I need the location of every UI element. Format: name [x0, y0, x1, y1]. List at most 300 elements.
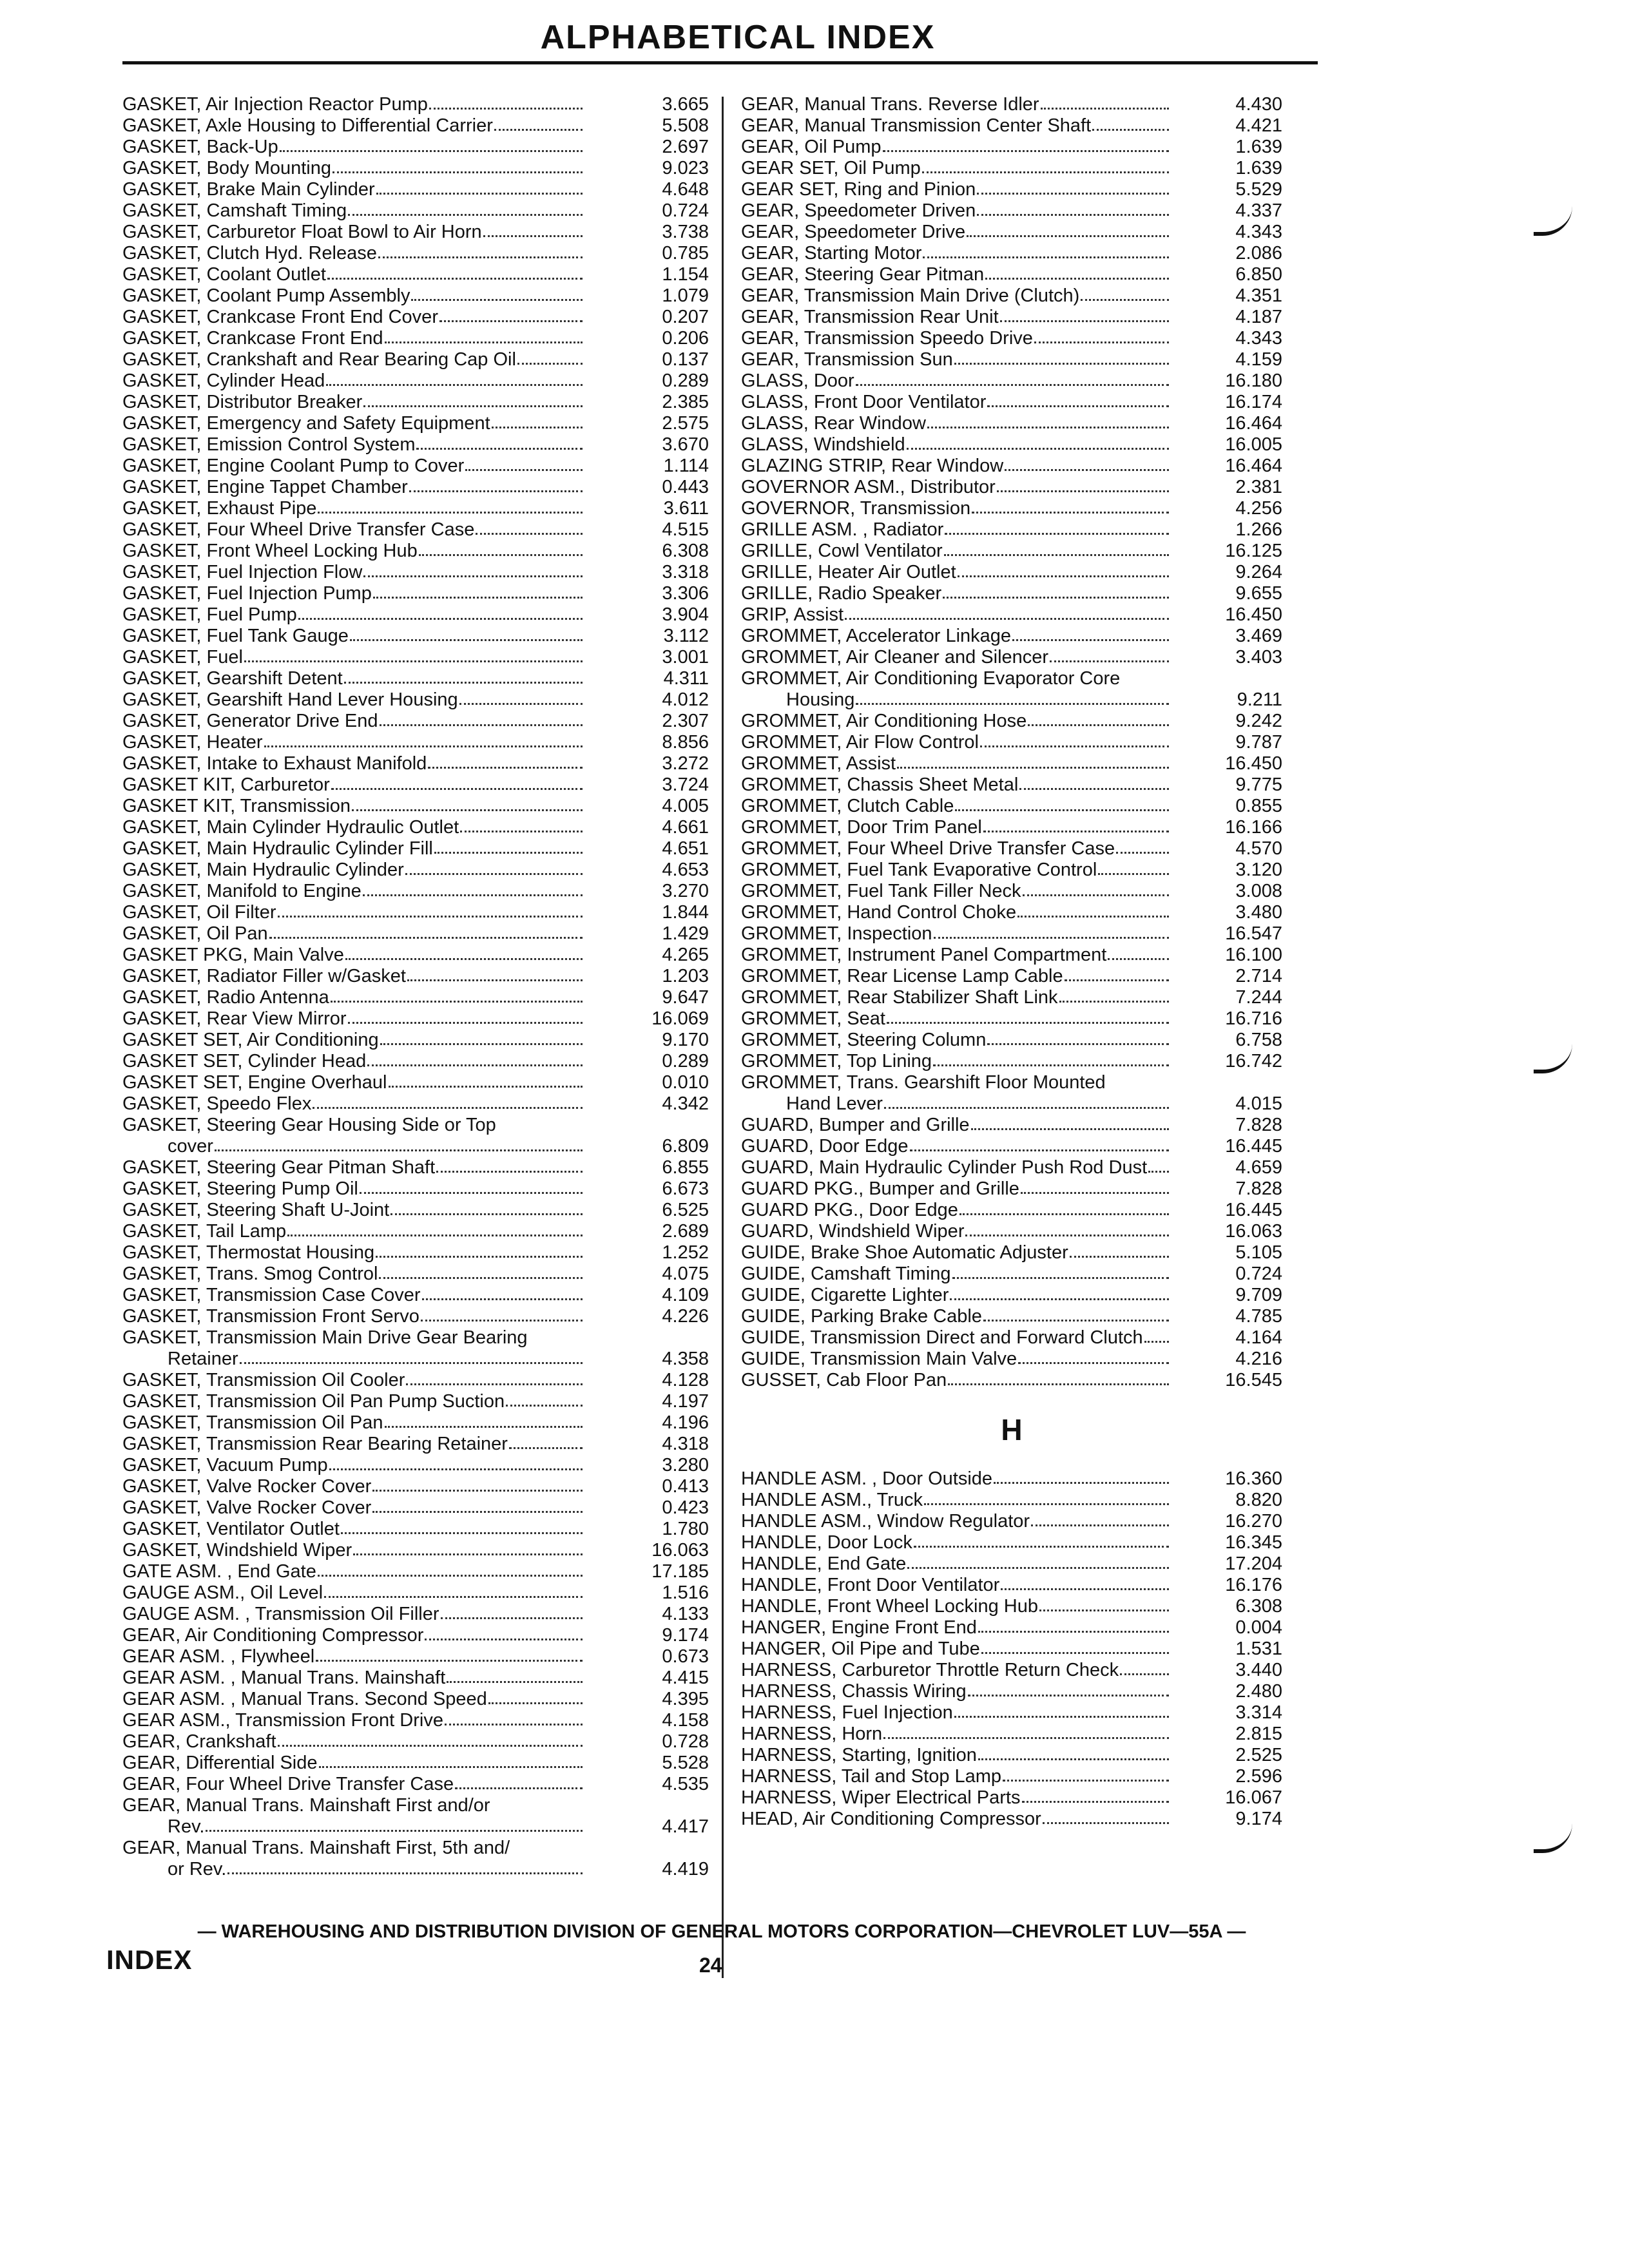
dot-leader	[978, 1631, 1169, 1633]
index-entry-name: GASKET, Windshield Wiper	[122, 1540, 352, 1561]
dot-leader	[350, 639, 583, 641]
index-entry-name: GASKET, Steering Gear Pitman Shaft	[122, 1157, 436, 1178]
dot-leader	[883, 1737, 1169, 1739]
index-entry-page-ref: 9.242	[1235, 711, 1282, 731]
dot-leader	[348, 1022, 583, 1024]
index-entry-name: GASKET, Steering Gear Housing Side or Top	[122, 1115, 496, 1135]
dot-leader	[376, 193, 583, 195]
index-entry	[122, 1221, 709, 1242]
index-entry-page-ref: 4.417	[662, 1816, 709, 1837]
dot-leader	[326, 384, 583, 386]
index-entry-name: GLAZING STRIP, Rear Window	[741, 456, 1004, 476]
index-entry	[122, 923, 709, 945]
index-entry-page-ref: 2.689	[662, 1221, 709, 1242]
index-entry	[741, 243, 1282, 264]
dot-leader	[1120, 1673, 1169, 1675]
dot-leader	[517, 363, 583, 365]
index-entry-name: GEAR, Manual Trans. Mainshaft First, 5th and/	[122, 1838, 510, 1858]
index-entry-page-ref: 16.270	[1225, 1511, 1282, 1532]
index-entry-page-ref: 9.174	[1235, 1809, 1282, 1829]
index-entry-name: Housing	[786, 689, 855, 710]
index-entry-name: GLASS, Windshield	[741, 434, 905, 455]
index-entry-page-ref: 3.738	[662, 222, 709, 242]
index-entry-page-ref: 0.728	[662, 1731, 709, 1752]
index-entry	[741, 392, 1282, 413]
index-entry-page-ref: 4.785	[1235, 1306, 1282, 1327]
index-entry-name: GEAR, Air Conditioning Compressor	[122, 1625, 424, 1646]
index-entry	[122, 285, 709, 307]
index-entry	[741, 647, 1282, 668]
index-entry-page-ref: 9.170	[662, 1030, 709, 1050]
index-entry-name: GASKET, Thermostat Housing	[122, 1242, 375, 1263]
index-entry-page-ref: 6.855	[662, 1157, 709, 1178]
index-entry	[741, 1306, 1282, 1327]
index-entry	[741, 774, 1282, 796]
index-entry	[122, 562, 709, 583]
index-entry-name: or Rev.	[168, 1859, 227, 1879]
index-entry	[741, 370, 1282, 392]
index-entry	[122, 881, 709, 902]
index-entry-page-ref: 3.670	[662, 434, 709, 455]
index-entry	[741, 456, 1282, 477]
index-entry	[741, 1617, 1282, 1639]
index-entry-name: GUIDE, Brake Shoe Automatic Adjuster	[741, 1242, 1068, 1263]
index-entry-name: HARNESS, Horn	[741, 1724, 883, 1744]
index-entry-page-ref: 6.308	[662, 541, 709, 561]
index-entry	[741, 753, 1282, 774]
index-entry-name: GASKET, Radio Antenna	[122, 987, 329, 1008]
index-entry	[122, 796, 709, 817]
index-entry-name: GATE ASM. , End Gate	[122, 1561, 316, 1582]
index-entry-page-ref: 4.311	[663, 668, 709, 689]
dot-leader	[856, 384, 1169, 386]
dot-leader	[1116, 852, 1169, 854]
index-entry-name: HARNESS, Chassis Wiring	[741, 1681, 967, 1702]
index-entry-name: GASKET, Fuel Injection Flow	[122, 562, 363, 582]
dot-leader	[972, 512, 1169, 514]
index-entry-name: GASKET, Radiator Filler w/Gasket	[122, 966, 406, 986]
index-entry-page-ref: 2.714	[1235, 966, 1282, 986]
index-entry-name: GASKET, Manifold to Engine	[122, 881, 361, 901]
dot-leader	[1022, 1801, 1170, 1803]
index-entry	[122, 1625, 709, 1646]
index-entry	[122, 1285, 709, 1306]
index-entry-name: GEAR, Starting Motor	[741, 243, 922, 264]
index-entry	[122, 753, 709, 774]
index-entry-name: GROMMET, Instrument Panel Compartment	[741, 945, 1107, 965]
index-entry-page-ref: 4.164	[1235, 1327, 1282, 1348]
index-entry-name: HANDLE, Front Wheel Locking Hub	[741, 1596, 1038, 1617]
index-entry-name: GASKET, Transmission Oil Pan	[122, 1412, 383, 1433]
index-entry-name: GROMMET, Four Wheel Drive Transfer Case	[741, 838, 1115, 859]
index-entry-page-ref: 4.570	[1235, 838, 1282, 859]
index-entry	[122, 583, 709, 604]
dot-leader	[421, 1320, 583, 1321]
index-entry	[122, 1349, 709, 1370]
index-entry-page-ref: 3.001	[662, 647, 709, 668]
dot-leader	[244, 660, 583, 662]
index-entry-page-ref: 3.008	[1235, 881, 1282, 901]
index-entry-name: cover	[168, 1136, 213, 1157]
index-entry-name: GASKET, Ventilator Outlet	[122, 1519, 340, 1539]
index-entry-page-ref: 2.381	[1235, 477, 1282, 497]
index-entry	[122, 711, 709, 732]
index-entry-page-ref: 3.272	[662, 753, 709, 774]
index-entry-name: HANDLE, Door Lock	[741, 1532, 912, 1553]
dot-leader	[483, 235, 583, 237]
index-entry	[122, 1540, 709, 1561]
index-entry-name: GROMMET, Rear License Lamp Cable	[741, 966, 1063, 986]
index-entry	[741, 1008, 1282, 1030]
index-entry	[122, 456, 709, 477]
dot-leader	[987, 1043, 1169, 1045]
index-entry-name: HARNESS, Wiper Electrical Parts	[741, 1787, 1021, 1808]
index-entry-name: GASKET, Transmission Rear Bearing Retainer	[122, 1434, 508, 1454]
index-entry-page-ref: 16.450	[1225, 604, 1282, 625]
index-entry-name: GEAR ASM. , Manual Trans. Mainshaft	[122, 1667, 446, 1688]
dot-leader	[977, 193, 1169, 195]
index-entry	[122, 158, 709, 179]
index-entry	[122, 200, 709, 222]
index-entry-page-ref: 4.419	[662, 1859, 709, 1879]
index-entry-name: GEAR, Transmission Sun	[741, 349, 953, 370]
index-entry-page-ref: 2.575	[662, 413, 709, 434]
dot-leader	[983, 1320, 1169, 1321]
index-entry	[122, 1157, 709, 1178]
index-entry-name: GASKET, Rear View Mirror	[122, 1008, 347, 1029]
index-entry-page-ref: 16.069	[651, 1008, 709, 1029]
dot-leader	[441, 1617, 583, 1619]
index-entry-page-ref: 0.010	[662, 1072, 709, 1093]
index-entry	[122, 1093, 709, 1115]
index-entry-name: GLASS, Front Door Ventilator	[741, 392, 987, 412]
dot-leader	[1019, 788, 1169, 790]
index-entry	[122, 370, 709, 392]
index-entry-page-ref: 1.252	[662, 1242, 709, 1263]
index-entry-page-ref: 4.256	[1235, 498, 1282, 519]
right-h-entries	[741, 1468, 1282, 1830]
index-entry-name: GRILLE ASM. , Radiator	[741, 519, 944, 540]
index-entry	[122, 1859, 709, 1880]
dot-leader	[997, 490, 1169, 492]
index-entry-page-ref: 3.280	[662, 1455, 709, 1475]
index-entry-name: GROMMET, Rear Stabilizer Shaft Link	[741, 987, 1058, 1008]
index-entry-name: GOVERNOR ASM., Distributor	[741, 477, 996, 497]
index-entry	[741, 498, 1282, 519]
index-entry-name: GASKET SET, Air Conditioning	[122, 1030, 379, 1050]
index-entry-page-ref: 17.185	[651, 1561, 709, 1582]
dot-leader	[372, 1511, 583, 1513]
dot-leader	[987, 405, 1169, 407]
dot-leader	[459, 703, 583, 705]
index-entry	[741, 1575, 1282, 1596]
index-entry-page-ref: 9.647	[662, 987, 709, 1008]
index-entry-name: GLASS, Door	[741, 370, 854, 391]
index-entry-name: GASKET, Crankshaft and Rear Bearing Cap Oil	[122, 349, 516, 370]
index-entry	[741, 945, 1282, 966]
index-entry	[122, 1816, 709, 1838]
index-entry-page-ref: 16.125	[1225, 541, 1282, 561]
index-entry-page-ref: 16.545	[1225, 1370, 1282, 1390]
index-entry-page-ref: 7.828	[1235, 1115, 1282, 1135]
index-entry-name: GASKET, Exhaust Pipe	[122, 498, 317, 519]
index-entry-page-ref: 4.005	[662, 796, 709, 816]
page-number: 24	[699, 1954, 722, 1977]
dot-leader	[845, 618, 1169, 620]
index-entry-name: GROMMET, Door Trim Panel	[741, 817, 982, 838]
index-entry-page-ref: 7.244	[1235, 987, 1282, 1008]
index-entry	[741, 1221, 1282, 1242]
index-entry	[741, 179, 1282, 200]
index-entry-name: GLASS, Rear Window	[741, 413, 926, 434]
index-entry-page-ref: 0.137	[662, 349, 709, 370]
index-entry-page-ref: 4.653	[662, 860, 709, 880]
index-entry-name: GEAR, Manual Trans. Reverse Idler	[741, 94, 1039, 115]
index-entry-page-ref: 4.535	[662, 1774, 709, 1794]
index-entry-page-ref: 4.342	[662, 1093, 709, 1114]
dot-leader	[952, 1277, 1169, 1279]
index-entry-name: GROMMET, Seat	[741, 1008, 885, 1029]
dot-leader	[1070, 1256, 1169, 1258]
index-entry	[741, 711, 1282, 732]
dot-leader	[923, 256, 1169, 258]
index-entry-name: GROMMET, Hand Control Choke	[741, 902, 1017, 923]
dot-leader	[319, 1766, 583, 1768]
index-entry	[741, 1136, 1282, 1157]
index-entry-name: GROMMET, Fuel Tank Evaporative Control	[741, 860, 1097, 880]
index-entry-page-ref: 1.844	[662, 902, 709, 923]
index-entry	[122, 1434, 709, 1455]
dot-leader	[419, 554, 583, 556]
index-entry-name: GEAR, Crankshaft	[122, 1731, 276, 1752]
index-entry-page-ref: 4.343	[1235, 328, 1282, 349]
index-entry-page-ref: 9.174	[662, 1625, 709, 1646]
dot-leader	[954, 363, 1169, 365]
index-entry-name: GASKET, Crankcase Front End	[122, 328, 383, 349]
dot-leader	[914, 1546, 1169, 1548]
index-entry	[741, 562, 1282, 583]
index-entry-name: GUIDE, Parking Brake Cable	[741, 1306, 982, 1327]
index-entry	[122, 392, 709, 413]
index-entry-page-ref: 5.105	[1235, 1242, 1282, 1263]
footer-division-line: — WAREHOUSING AND DISTRIBUTION DIVISION OF GENERAL MOTORS CORPORATION—CHEVROLET LUV—55A —	[197, 1921, 1246, 1942]
index-entry	[741, 1681, 1282, 1702]
dot-leader	[313, 1107, 583, 1109]
dot-leader	[360, 1192, 583, 1194]
index-entry-page-ref: 16.067	[1225, 1787, 1282, 1808]
dot-leader	[1021, 1192, 1169, 1194]
index-entry-page-ref: 9.787	[1235, 732, 1282, 753]
index-entry	[741, 1072, 1282, 1093]
index-entry-page-ref: 6.525	[662, 1200, 709, 1220]
index-entry-name: HARNESS, Starting, Ignition	[741, 1745, 977, 1765]
dot-leader	[380, 1043, 583, 1045]
dot-leader	[955, 809, 1169, 811]
dot-leader	[436, 1171, 583, 1173]
index-entry	[741, 1787, 1282, 1809]
index-entry-page-ref: 4.343	[1235, 222, 1282, 242]
index-entry	[122, 604, 709, 626]
index-entry-page-ref: 3.314	[1235, 1702, 1282, 1723]
margin-mark	[1534, 206, 1572, 236]
dot-leader	[385, 341, 583, 343]
index-entry-page-ref: 2.697	[662, 137, 709, 157]
index-entry-name: GASKET, Emission Control System	[122, 434, 416, 455]
index-entry-page-ref: 2.086	[1235, 243, 1282, 264]
index-entry-page-ref: 0.289	[662, 1051, 709, 1072]
dot-leader	[348, 214, 583, 216]
index-entry-page-ref: 4.265	[662, 945, 709, 965]
dot-leader	[425, 1639, 583, 1640]
index-entry-page-ref: 16.547	[1225, 923, 1282, 944]
dot-leader	[971, 1128, 1169, 1130]
index-entry	[741, 1178, 1282, 1200]
dot-leader	[264, 745, 583, 747]
index-entry	[122, 1178, 709, 1200]
index-entry	[122, 1753, 709, 1774]
dot-leader	[240, 1362, 583, 1364]
index-entry-name: GROMMET, Accelerator Linkage	[741, 626, 1012, 646]
index-entry	[122, 1689, 709, 1710]
index-entry-name: GROMMET, Clutch Cable	[741, 796, 954, 816]
title-rule	[122, 61, 1318, 64]
index-entry-name: GASKET, Brake Main Cylinder	[122, 179, 375, 200]
index-entry-name: GASKET, Vacuum Pump	[122, 1455, 328, 1475]
index-entry	[741, 1115, 1282, 1136]
index-entry-page-ref: 6.809	[662, 1136, 709, 1157]
index-entry-page-ref: 3.611	[663, 498, 709, 519]
index-entry	[122, 349, 709, 370]
dot-leader	[367, 1064, 583, 1066]
index-entry-name: HARNESS, Fuel Injection	[741, 1702, 953, 1723]
index-entry-name: HANDLE ASM., Window Regulator	[741, 1511, 1030, 1532]
index-entry-page-ref: 9.709	[1235, 1285, 1282, 1305]
dot-leader	[492, 427, 583, 428]
index-entry-name: GUARD, Windshield Wiper	[741, 1221, 965, 1242]
index-entry	[122, 1115, 709, 1136]
index-entry-page-ref: 4.133	[662, 1604, 709, 1624]
dot-leader	[278, 916, 583, 918]
index-entry	[741, 1660, 1282, 1681]
index-entry-page-ref: 8.856	[662, 732, 709, 753]
index-entry-page-ref: 16.100	[1225, 945, 1282, 965]
index-entry-page-ref: 9.023	[662, 158, 709, 178]
index-entry-name: HEAD, Air Conditioning Compressor	[741, 1809, 1041, 1829]
index-entry-page-ref: 0.289	[662, 370, 709, 391]
index-entry	[122, 1519, 709, 1540]
index-entry-name: GASKET, Fuel Pump	[122, 604, 297, 625]
index-entry	[122, 647, 709, 668]
index-entry-name: GASKET, Coolant Pump Assembly	[122, 285, 410, 306]
index-entry-page-ref: 1.114	[663, 456, 709, 476]
index-entry	[122, 307, 709, 328]
index-entry-name: GEAR, Transmission Speedo Drive	[741, 328, 1033, 349]
index-entry-name: GROMMET, Assist	[741, 753, 896, 774]
dot-leader	[1012, 639, 1169, 641]
index-entry	[122, 817, 709, 838]
index-entry-name: GASKET, Oil Pan	[122, 923, 268, 944]
dot-leader	[460, 831, 583, 832]
index-entry-page-ref: 2.480	[1235, 1681, 1282, 1702]
index-entry	[122, 945, 709, 966]
index-entry	[741, 796, 1282, 817]
index-entry-name: GASKET PKG, Main Valve	[122, 945, 344, 965]
index-entry-page-ref: 2.385	[662, 392, 709, 412]
index-entry	[122, 1072, 709, 1093]
dot-leader	[278, 1745, 583, 1747]
index-entry	[741, 923, 1282, 945]
dot-leader	[884, 1107, 1169, 1109]
index-entry-name: GROMMET, Fuel Tank Filler Neck	[741, 881, 1021, 901]
dot-leader	[1050, 660, 1169, 662]
index-entry-page-ref: 5.528	[662, 1753, 709, 1773]
index-entry-page-ref: 16.464	[1225, 456, 1282, 476]
index-entry-name: GASKET, Valve Rocker Cover	[122, 1476, 372, 1497]
dot-leader	[907, 448, 1169, 450]
index-entry-page-ref: 1.203	[662, 966, 709, 986]
index-entry-page-ref: 9.264	[1235, 562, 1282, 582]
dot-leader	[954, 1716, 1169, 1718]
dot-leader	[1001, 1588, 1169, 1590]
index-entry-name: GASKET, Fuel Injection Pump	[122, 583, 372, 604]
dot-leader	[227, 1872, 583, 1874]
index-entry	[122, 115, 709, 137]
index-entry-page-ref: 1.154	[662, 264, 709, 285]
dot-leader	[428, 767, 583, 769]
index-entry	[122, 1200, 709, 1221]
index-entry-page-ref: 1.639	[1235, 158, 1282, 178]
index-entry-page-ref: 0.413	[662, 1476, 709, 1497]
index-entry	[122, 413, 709, 434]
index-entry-name: GASKET, Main Hydraulic Cylinder Fill	[122, 838, 433, 859]
index-entry-name: GEAR, Manual Trans. Mainshaft First and/or	[122, 1795, 490, 1816]
index-entry-page-ref: 3.469	[1235, 626, 1282, 646]
index-entry-name: GEAR ASM., Transmission Front Drive	[122, 1710, 443, 1731]
dot-leader	[958, 575, 1169, 577]
index-entry-page-ref: 16.005	[1225, 434, 1282, 455]
index-entry-page-ref: 2.307	[662, 711, 709, 731]
index-entry-name: GRIP, Assist	[741, 604, 844, 625]
dot-leader	[1039, 1610, 1169, 1611]
index-entry-name: GEAR, Transmission Main Drive (Clutch)	[741, 285, 1080, 306]
footer-index-label: INDEX	[106, 1945, 193, 1975]
index-entry-page-ref: 3.724	[662, 774, 709, 795]
dot-leader	[287, 1235, 583, 1236]
dot-leader	[447, 1681, 583, 1683]
index-entry	[741, 1639, 1282, 1660]
index-entry-page-ref: 4.012	[662, 689, 709, 710]
index-entry-name: GEAR, Speedometer Driven	[741, 200, 976, 221]
index-entry	[741, 1030, 1282, 1051]
index-entry	[122, 137, 709, 158]
dot-leader	[1034, 341, 1169, 343]
index-entry	[122, 1497, 709, 1519]
index-entry-name: GASKET, Axle Housing to Differential Carrier	[122, 115, 493, 136]
index-entry-name: GRILLE, Heater Air Outlet	[741, 562, 956, 582]
index-entry-page-ref: 4.015	[1235, 1093, 1282, 1114]
index-entry-name: Hand Lever	[786, 1093, 883, 1114]
index-entry-page-ref: 3.480	[1235, 902, 1282, 923]
dot-leader	[488, 1702, 583, 1704]
index-entry	[741, 626, 1282, 647]
index-entry-name: GASKET, Steering Pump Oil	[122, 1178, 358, 1199]
index-entry	[122, 1582, 709, 1604]
right-index-column	[741, 94, 1282, 1830]
dot-leader	[372, 1490, 583, 1492]
index-entry-name: GEAR SET, Ring and Pinion	[741, 179, 976, 200]
index-entry-page-ref: 4.226	[662, 1306, 709, 1327]
index-entry-name: GUARD, Door Edge	[741, 1136, 909, 1157]
